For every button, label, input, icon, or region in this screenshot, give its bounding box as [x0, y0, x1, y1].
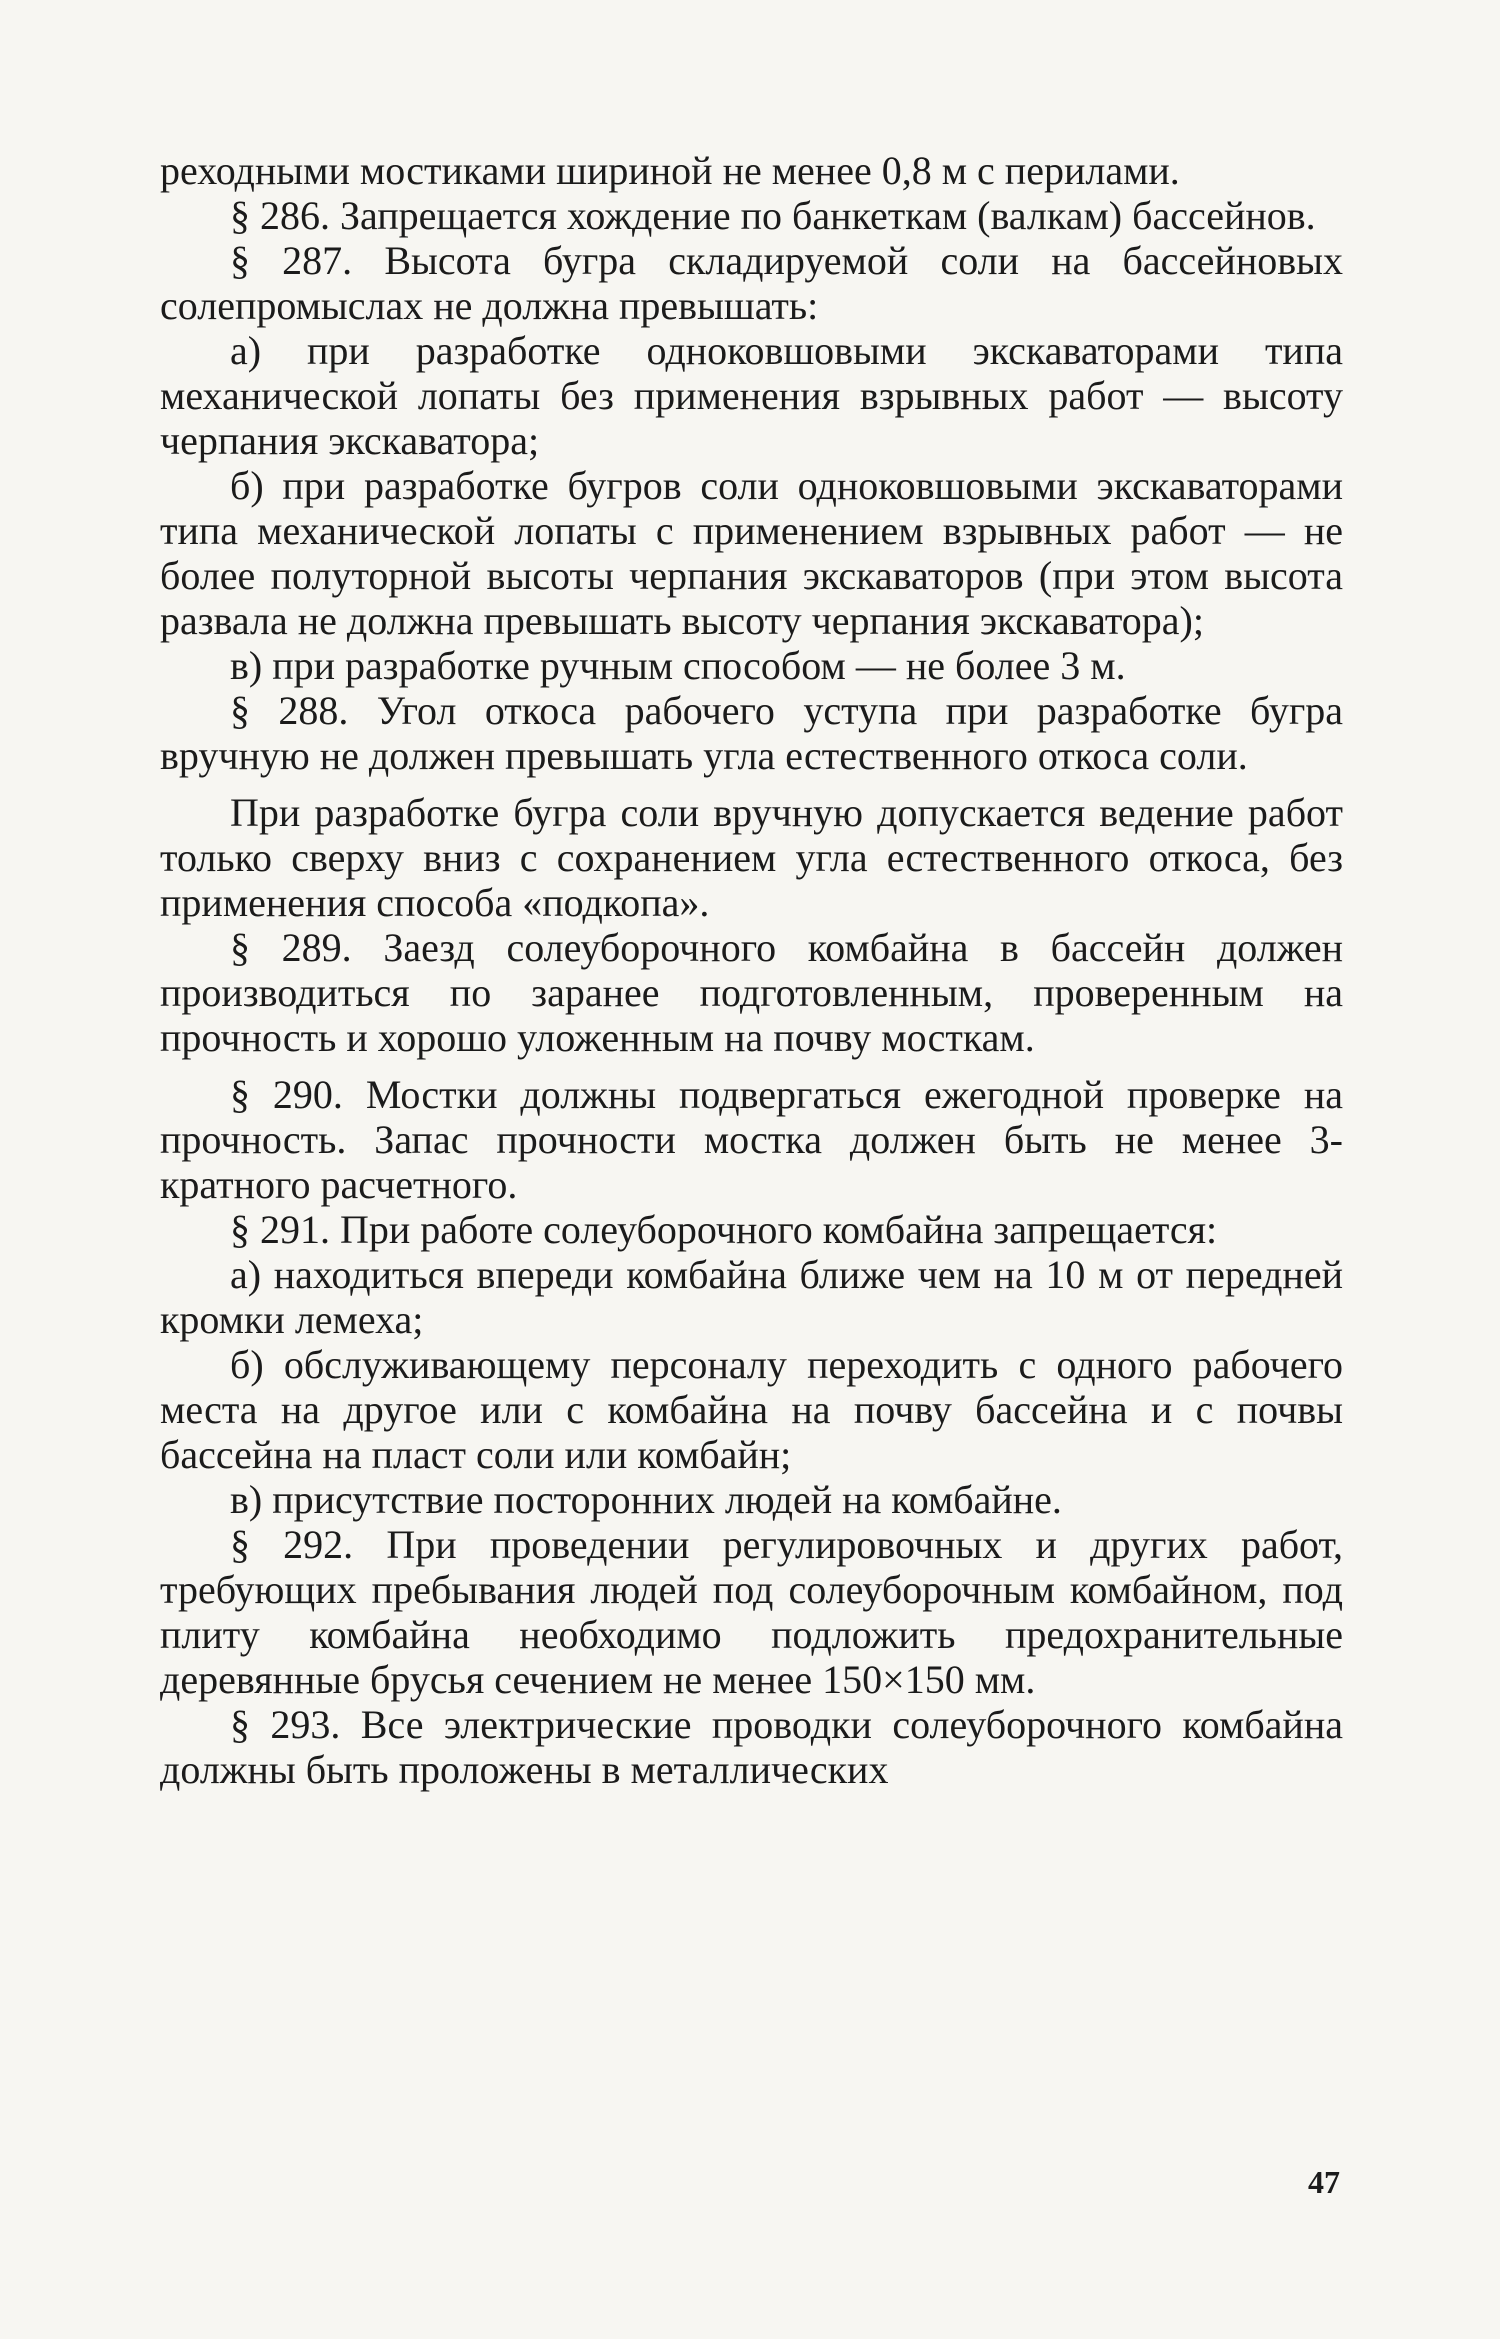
paragraph-287-a: а) при разработке одноковшовыми экскаваторами типа механической лопаты без применения взрывных работ — высоту черпания экскаватора;: [160, 328, 1343, 463]
paragraph-291: § 291. При работе солеуборочного комбайна запрещается:: [230, 1207, 1218, 1252]
paragraph-288: § 288. Угол откоса рабочего уступа при разработке бугра вручную не должен превышать угла естественного откоса соли.: [160, 688, 1343, 778]
page-number: 47: [1308, 2164, 1340, 2200]
paragraph-289: § 289. Заезд солеуборочного комбайна в бассейн должен производиться по заранее подготовленным, проверенным на прочность и хорошо уложенным на почву мосткам.: [160, 925, 1343, 1060]
paragraph-287-v: в) при разработке ручным способом — не более 3 м.: [230, 643, 1126, 688]
page-text: [160, 148, 1343, 1792]
paragraph-287-b: б) при разработке бугров соли одноковшовыми экскаваторами типа механической лопаты с применением взрывных работ — не более полуторной высоты черпания экскаваторов (при этом высота развала не должна превышать высоту черпания экскаватора);: [160, 463, 1343, 643]
paragraph-286: § 286. Запрещается хождение по банкеткам (валкам) бассейнов.: [230, 193, 1316, 238]
paragraph-290: § 290. Мостки должны подвергаться ежегодной проверке на прочность. Запас прочности мостка должен быть не менее 3-кратного расчетного.: [160, 1072, 1343, 1207]
paragraph-291-b: б) обслуживающему персоналу переходить с одного рабочего места на другое или с комбайна на почву бассейна и с почвы бассейна на пласт соли или комбайн;: [160, 1342, 1343, 1477]
paragraph-288-note: При разработке бугра соли вручную допускается ведение работ только сверху вниз с сохранением угла естественного откоса, без применения способа «подкопа».: [160, 790, 1343, 925]
paragraph-293: § 293. Все электрические проводки солеуборочного комбайна должны быть проложены в металлических: [160, 1702, 1343, 1792]
paragraph-291-a: а) находиться впереди комбайна ближе чем на 10 м от передней кромки лемеха;: [160, 1252, 1343, 1342]
paragraph-continuation: реходными мостиками шириной не менее 0,8 м с перилами.: [160, 148, 1180, 193]
paragraph-291-v: в) присутствие посторонних людей на комбайне.: [230, 1477, 1062, 1522]
paragraph-292: § 292. При проведении регулировочных и других работ, требующих пребывания людей под солеуборочным комбайном, под плиту комбайна необходимо подложить предохранительные деревянные брусья сечением не менее 150×150 мм.: [160, 1522, 1343, 1702]
paragraph-287: § 287. Высота бугра складируемой соли на бассейновых солепромыслах не должна превышать:: [160, 238, 1343, 328]
